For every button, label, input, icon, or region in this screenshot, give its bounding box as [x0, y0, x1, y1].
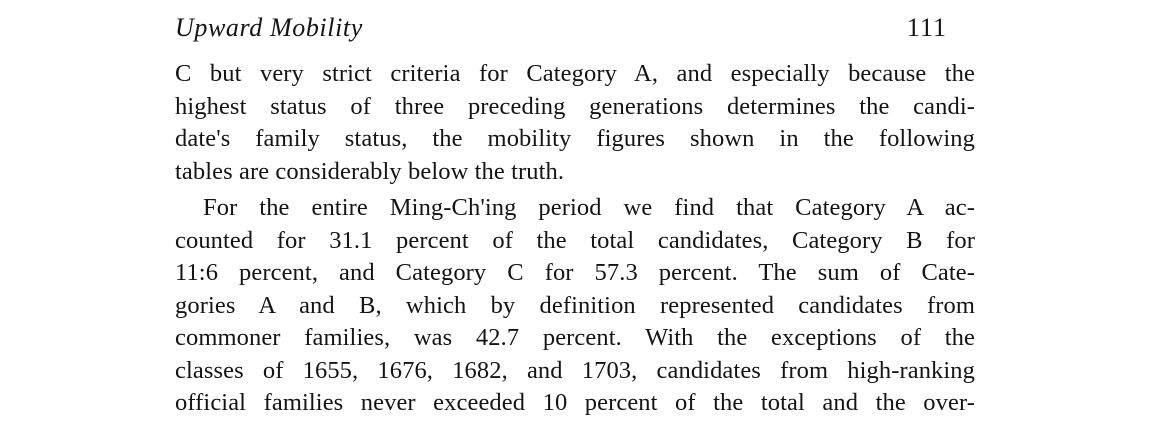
text-line: gories A and B, which by definition represented candidates from	[175, 291, 975, 319]
running-head	[175, 8, 975, 48]
text-line: date's family status, the mobility figures shown in the following	[175, 125, 975, 152]
book-page	[175, 0, 975, 440]
text-line: classes of 1655, 1676, 1682, and 1703, candidates from high-ranking	[175, 356, 975, 384]
text-line: tables are considerably below the truth.	[175, 157, 565, 185]
text-line: commoner families, was 42.7 percent. With the exceptions of the	[175, 324, 975, 351]
text-line: 11:6 percent, and Category C for 57.3 percent. The sum of Cate-	[175, 259, 975, 286]
running-head-title: Upward Mobility	[175, 13, 363, 42]
page-number: 111	[906, 13, 947, 42]
text-line: highest status of three preceding generations determines the candi-	[175, 92, 975, 120]
text-line: counted for 31.1 percent of the total candidates, Category B for	[175, 226, 975, 254]
text-line: C but very strict criteria for Category A, and especially because the	[175, 60, 975, 87]
text-line: official families never exceeded 10 percent of the total and the over-	[175, 389, 975, 416]
text-line: For the entire Ming-Ch'ing period we find that Category A ac-	[203, 194, 975, 221]
body-text	[175, 58, 975, 420]
